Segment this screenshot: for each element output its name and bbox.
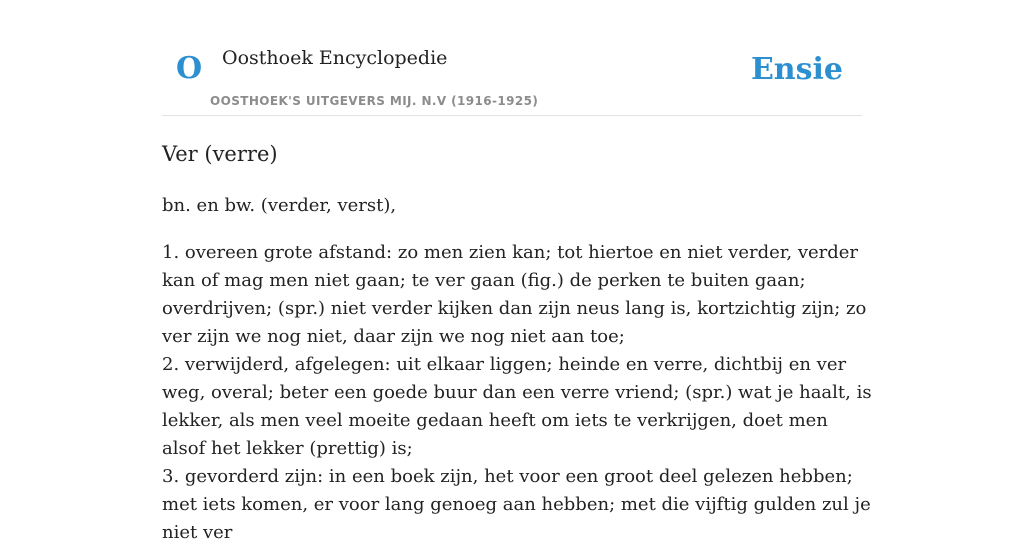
- publisher-subtitle: OOSTHOEK'S UITGEVERS MIJ. N.V (1916-1925): [210, 94, 539, 108]
- entry-title: Ver (verre): [162, 142, 278, 166]
- entry-definition: [162, 239, 872, 547]
- definition-sense-2: 2. verwijderd, afgelegen: uit elkaar liggen; heinde en verre, dichtbij en ver weg, overal; beter een goede buur dan een verre vriend; (spr.) wat je haalt, is lekker, als men veel moeite gedaan heeft om iets te verkrijgen, doet men alsof het lekker (prettig) is;: [162, 354, 872, 459]
- ensie-logo-link[interactable]: Ensie: [750, 52, 843, 87]
- letter-index-link[interactable]: O: [176, 51, 203, 86]
- entry-grammar: bn. en bw. (verder, verst),: [162, 195, 397, 216]
- site-header: [162, 0, 862, 116]
- entry-content: [162, 136, 872, 547]
- encyclopedia-title: Oosthoek Encyclopedie: [222, 47, 448, 69]
- definition-sense-3: 3. gevorderd zijn: in een boek zijn, het voor een groot deel gelezen hebben; met iets komen, er voor lang genoeg aan hebben; met die vijftig gulden zul je niet ver: [162, 466, 871, 543]
- definition-sense-1: 1. overeen grote afstand: zo men zien kan; tot hiertoe en niet verder, verder kan of mag men niet gaan; te ver gaan (fig.) de perken te buiten gaan; overdrijven; (spr.) niet verder kijken dan zijn neus lang is, kortzichtig zijn; zo ver zijn we nog niet, daar zijn we nog niet aan toe;: [162, 242, 867, 347]
